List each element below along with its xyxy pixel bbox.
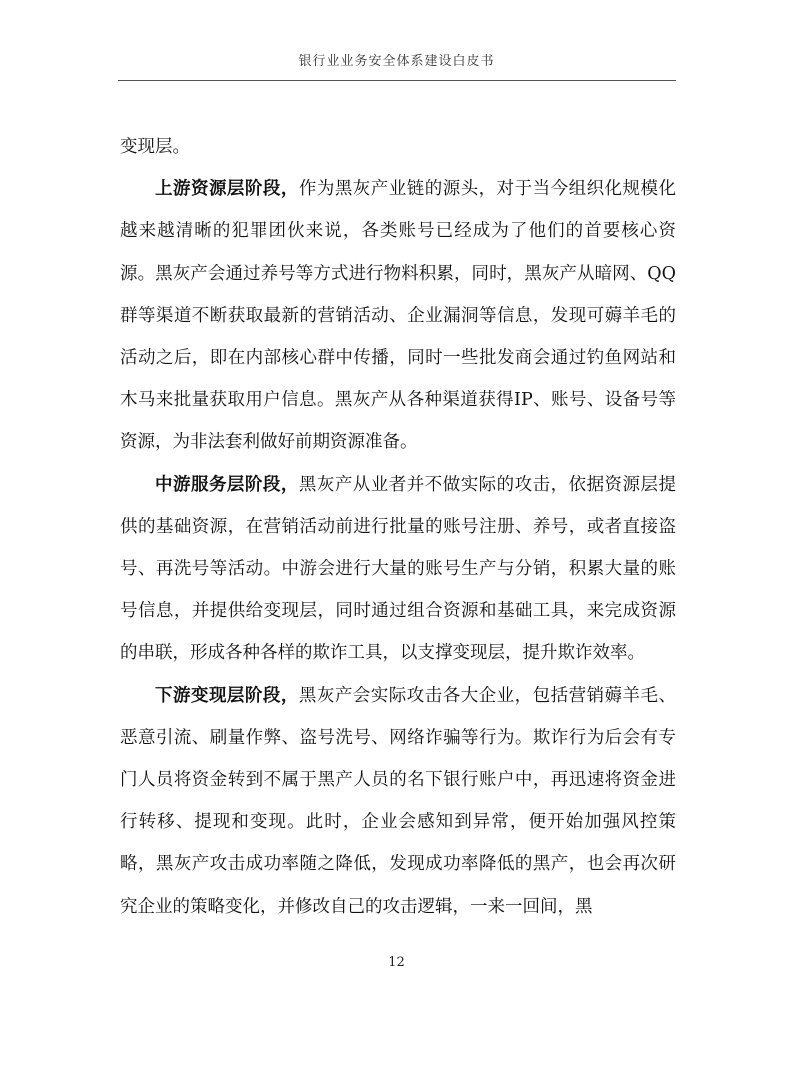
paragraph-lead-heading: 上游资源层阶段， — [155, 179, 299, 200]
paragraph-text: 黑灰产会实际攻击各大企业，包括营销薅羊毛、恶意引流、刷量作弊、盗号洗号、网络诈骗等行为。欺诈行为后会有专门人员将资金转到不属于黑产人员的名下银行账户中，再迅速将资金进行转移、提现和变现。此时，企业会感知到异常，便开始加强风控策略，黑灰产攻击成功率随之降低，发现成功率降低的黑产，也会再次研究企业的策略变化，并修改自己的攻击逻辑，一来一回间，黑 — [120, 685, 677, 917]
document-body — [120, 126, 676, 928]
paragraph-midstream-service-layer — [120, 464, 676, 675]
header-divider — [118, 80, 676, 81]
paragraph-text: 作为黑灰产业链的源头，对于当今组织化规模化越来越清晰的犯罪团伙来说，各类账号已经成为了他们的首要核心资源。黑灰产会通过养号等方式进行物料积累，同时，黑灰产从暗网、QQ群等渠道不断获取最新的营销活动、企业漏洞等信息，发现可薅羊毛的活动之后，即在内部核心群中传播，同时一些批发商会通过钓鱼网站和木马来批量获取用户信息。黑灰产从各种渠道获得IP、账号、设备号等资源，为非法套利做好前期资源准备。 — [120, 179, 677, 453]
paragraph-lead-heading: 中游服务层阶段， — [155, 474, 299, 495]
paragraph-text: 变现层。 — [120, 137, 190, 157]
paragraph-continuation — [120, 126, 676, 168]
running-header: 银行业业务安全体系建设白皮书 — [298, 54, 495, 69]
paragraph-text: 黑灰产从业者并不做实际的攻击，依据资源层提供的基础资源，在营销活动前进行批量的账号注册、养号，或者直接盗号、再洗号等活动。中游会进行大量的账号生产与分销，积累大量的账号信息，并提供给变现层，同时通过组合资源和基础工具，来完成资源的串联，形成各种各样的欺诈工具，以支撑变现层，提升欺诈效率。 — [120, 474, 677, 664]
paragraph-upstream-resource-layer — [120, 168, 676, 463]
paragraph-lead-heading: 下游变现层阶段， — [155, 685, 299, 706]
paragraph-downstream-monetization-layer — [120, 675, 676, 928]
page-number: 12 — [388, 955, 405, 970]
